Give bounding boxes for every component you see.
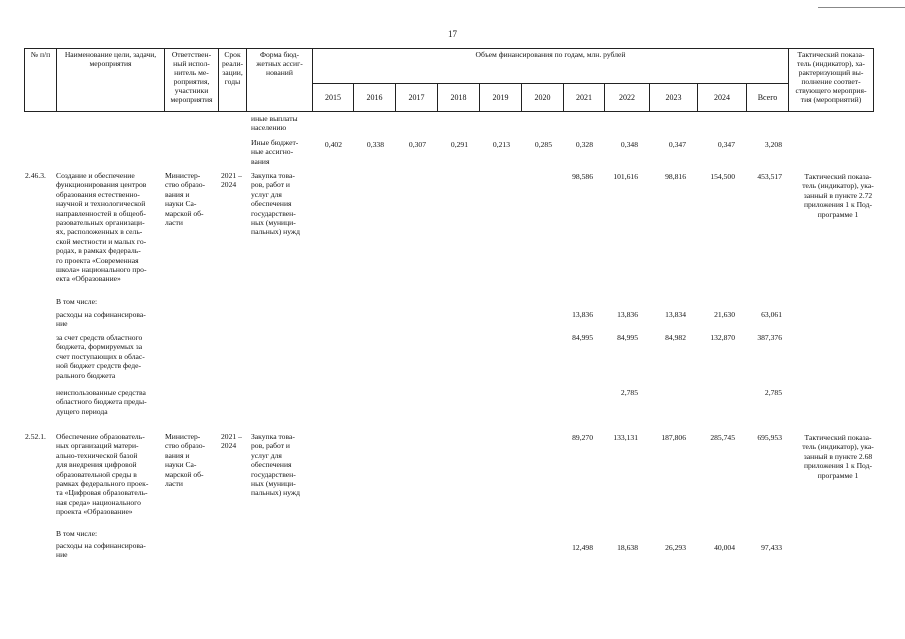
value-other-budget: 0,347 — [668, 140, 686, 149]
item-indicator-line: занный в пункте 2.68 — [803, 451, 873, 461]
item-indicator-line: Тактический показа- — [804, 172, 872, 181]
item-term-line: 2021 – — [221, 432, 242, 441]
item-form-line: пальных) нужд — [251, 488, 301, 498]
item-name-line: Создание и обеспечение — [56, 171, 135, 180]
item-name-line: рамках федерального проек- — [56, 479, 149, 488]
item-form-line: ных (муници- — [251, 218, 296, 227]
item-value: 695,953 — [757, 433, 782, 442]
item-executor-line: вания и — [165, 189, 190, 199]
value-other-budget: 0,338 — [366, 140, 384, 149]
value-other-budget: 0,291 — [450, 140, 468, 149]
header-year-2021: 2021 — [564, 84, 605, 112]
item-value: 154,500 — [710, 172, 735, 181]
item-indicator-line: занный в пункте 2.72 — [803, 190, 873, 200]
item-indicator-line: тель (индикатор), ука- — [802, 442, 874, 452]
item-indicator-line: приложения 1 к Под- — [803, 461, 873, 471]
item-form-line: ров, работ и — [251, 441, 290, 451]
item-form-line: услуг для — [251, 450, 282, 460]
item-value: 453,517 — [757, 172, 782, 181]
sub-name-line: расходы на софинансирова- — [56, 541, 146, 550]
value-other-budget: 0,307 — [408, 140, 426, 149]
item-indicator-line: Тактический показа- — [804, 433, 872, 442]
item-value: 101,616 — [613, 172, 638, 181]
header-year-2015: 2015 — [313, 84, 354, 112]
item-number: 2.52.1. — [25, 432, 46, 441]
sub-name-line: ние — [56, 319, 68, 329]
value-other-budget: 3,208 — [764, 140, 782, 149]
item-form-line: ных (муници- — [251, 479, 296, 488]
header-year-total: Всего — [747, 84, 789, 112]
sub-value: 13,836 — [617, 310, 638, 319]
item-name-line: екта «Образование» — [56, 274, 121, 284]
item-executor-line: науки Са- — [165, 460, 197, 470]
header-executor: Ответствен- ный испол- нитель ме- роприятия, участники мероприятия — [165, 49, 219, 112]
header-year-2016: 2016 — [354, 84, 396, 112]
item-form-line: государствен- — [251, 469, 296, 479]
item-term-line: 2024 — [221, 180, 237, 190]
item-indicator-line: тель (индикатор), ука- — [802, 181, 874, 191]
item-number: 2.46.3. — [25, 171, 46, 180]
sub-name-line: бюджета, формируемых за — [56, 342, 143, 352]
item-form-line: обеспечения — [251, 199, 292, 209]
sub-value: 40,004 — [714, 543, 735, 552]
value-other-budget: 0,347 — [717, 140, 735, 149]
item-indicator-line: программе 1 — [817, 209, 859, 219]
item-form-line: услуг для — [251, 189, 282, 199]
item-name-line: образования естественно- — [56, 189, 140, 199]
sub-name-line: ной бюджет средств феде- — [56, 361, 141, 371]
item-name-line: ской местности и малых го- — [56, 236, 147, 246]
item-executor-line: ласти — [165, 218, 183, 227]
item-name-line: ная среда» национального — [56, 497, 141, 507]
item-executor-line: Министер- — [165, 171, 201, 180]
including-label: В том числе: — [56, 297, 98, 306]
item-value: 133,131 — [613, 433, 638, 442]
sub-name-line: неиспользованные средства — [56, 388, 146, 397]
header-year-2020: 2020 — [522, 84, 564, 112]
item-indicator-line: приложения 1 к Под- — [803, 200, 873, 210]
item-name-line: направленностей в общеоб- — [56, 208, 146, 218]
value-other-budget: 0,348 — [620, 140, 638, 149]
item-form-line: обеспечения — [251, 460, 292, 470]
form-other-budget-line: ные ассигно- — [251, 147, 294, 157]
header-indicator: Тактический показа- тель (индикатор), ха- рактеризующий вы- полнение соответ- ствующего мероприя- тия (мероприятий) — [789, 49, 874, 112]
item-form-line: Закупка това- — [251, 171, 295, 180]
item-name-line: для внедрения цифровой — [56, 460, 137, 470]
item-executor-line: Министер- — [165, 432, 201, 441]
item-value: 89,270 — [572, 433, 593, 442]
sub-value: 13,834 — [665, 310, 686, 319]
item-name-line: ных организаций матери- — [56, 441, 139, 451]
header-name: Наименование цели, задачи, мероприятия — [57, 49, 165, 112]
sub-name-line: ние — [56, 550, 68, 560]
page-number: 17 — [448, 29, 457, 39]
sub-value: 63,061 — [761, 310, 782, 319]
item-executor-line: науки Са- — [165, 199, 197, 209]
item-name-line: та «Цифровая образователь- — [56, 488, 148, 498]
header-year-2024: 2024 — [698, 84, 747, 112]
item-name-line: ях, расположенных в сель- — [56, 227, 143, 237]
header-funding: Объем финансирования по годам, млн. рублей — [313, 49, 789, 84]
sub-value: 387,376 — [757, 333, 782, 342]
sub-value: 26,293 — [665, 543, 686, 552]
sub-value: 84,995 — [572, 333, 593, 342]
item-term-line: 2024 — [221, 441, 237, 451]
item-name-line: разовательных организаци- — [56, 218, 145, 227]
item-executor-line: ласти — [165, 479, 183, 488]
sub-name-line: счет поступающих в облас- — [56, 351, 145, 361]
header-form: Форма бюд- жетных ассиг- нований — [247, 49, 313, 112]
item-form-line: государствен- — [251, 208, 296, 218]
sub-name-line: за счет средств областного — [56, 333, 143, 342]
sub-value: 18,638 — [617, 543, 638, 552]
header-year-2017: 2017 — [396, 84, 438, 112]
item-term-line: 2021 – — [221, 171, 242, 180]
item-name-line: го проекта «Современная — [56, 255, 139, 265]
header-year-2019: 2019 — [480, 84, 522, 112]
sub-value: 21,630 — [714, 310, 735, 319]
value-other-budget: 0,213 — [492, 140, 510, 149]
item-value: 98,816 — [665, 172, 686, 181]
item-executor-line: ство образо- — [165, 180, 206, 190]
item-name-line: ально-технической базой — [56, 450, 138, 460]
item-form-line: ров, работ и — [251, 180, 290, 190]
item-name-line: функционирования центров — [56, 180, 147, 190]
item-value: 285,745 — [710, 433, 735, 442]
sub-value: 2,785 — [764, 388, 782, 397]
form-other-payments-line: иные выплаты — [251, 114, 298, 123]
value-other-budget: 0,285 — [534, 140, 552, 149]
item-form-line: Закупка това- — [251, 432, 295, 441]
item-indicator-line: программе 1 — [817, 470, 859, 480]
sub-value: 84,982 — [665, 333, 686, 342]
item-executor-line: марской об- — [165, 208, 204, 218]
header-year-2022: 2022 — [605, 84, 650, 112]
sub-value: 13,836 — [572, 310, 593, 319]
form-other-budget-line: вания — [251, 156, 270, 166]
table-header — [24, 48, 874, 112]
item-form-line: пальных) нужд — [251, 227, 301, 237]
sub-value: 12,498 — [572, 543, 593, 552]
item-name-line: проекта «Образование» — [56, 507, 133, 517]
header-year-2023: 2023 — [650, 84, 698, 112]
item-name-line: родах, в рамках федераль- — [56, 246, 141, 256]
top-rule — [818, 7, 905, 8]
form-other-payments-line: населению — [251, 123, 287, 133]
item-value: 187,806 — [661, 433, 686, 442]
item-executor-line: марской об- — [165, 469, 204, 479]
sub-name-line: областного бюджета преды- — [56, 397, 147, 407]
item-executor-line: вания и — [165, 450, 190, 460]
sub-value: 2,785 — [620, 388, 638, 397]
including-label: В том числе: — [56, 529, 98, 538]
header-term: Срок реали- зации, годы — [219, 49, 247, 112]
value-other-budget: 0,328 — [575, 140, 593, 149]
sub-value: 84,995 — [617, 333, 638, 342]
sub-name-line: рального бюджета — [56, 370, 116, 380]
sub-value: 132,870 — [710, 333, 735, 342]
sub-name-line: расходы на софинансирова- — [56, 310, 146, 319]
sub-name-line: дущего периода — [56, 406, 108, 416]
item-name-line: Обеспечение образователь- — [56, 432, 145, 441]
item-name-line: образовательной среды в — [56, 469, 137, 479]
item-executor-line: ство образо- — [165, 441, 206, 451]
item-name-line: школа» национального про- — [56, 265, 147, 274]
value-other-budget: 0,402 — [324, 140, 342, 149]
sub-value: 97,433 — [761, 543, 782, 552]
item-value: 98,586 — [572, 172, 593, 181]
header-year-2018: 2018 — [438, 84, 480, 112]
header-num: № п/п — [25, 49, 57, 112]
form-other-budget-line: Иные бюджет- — [251, 138, 299, 147]
item-name-line: научной и технологической — [56, 199, 146, 209]
